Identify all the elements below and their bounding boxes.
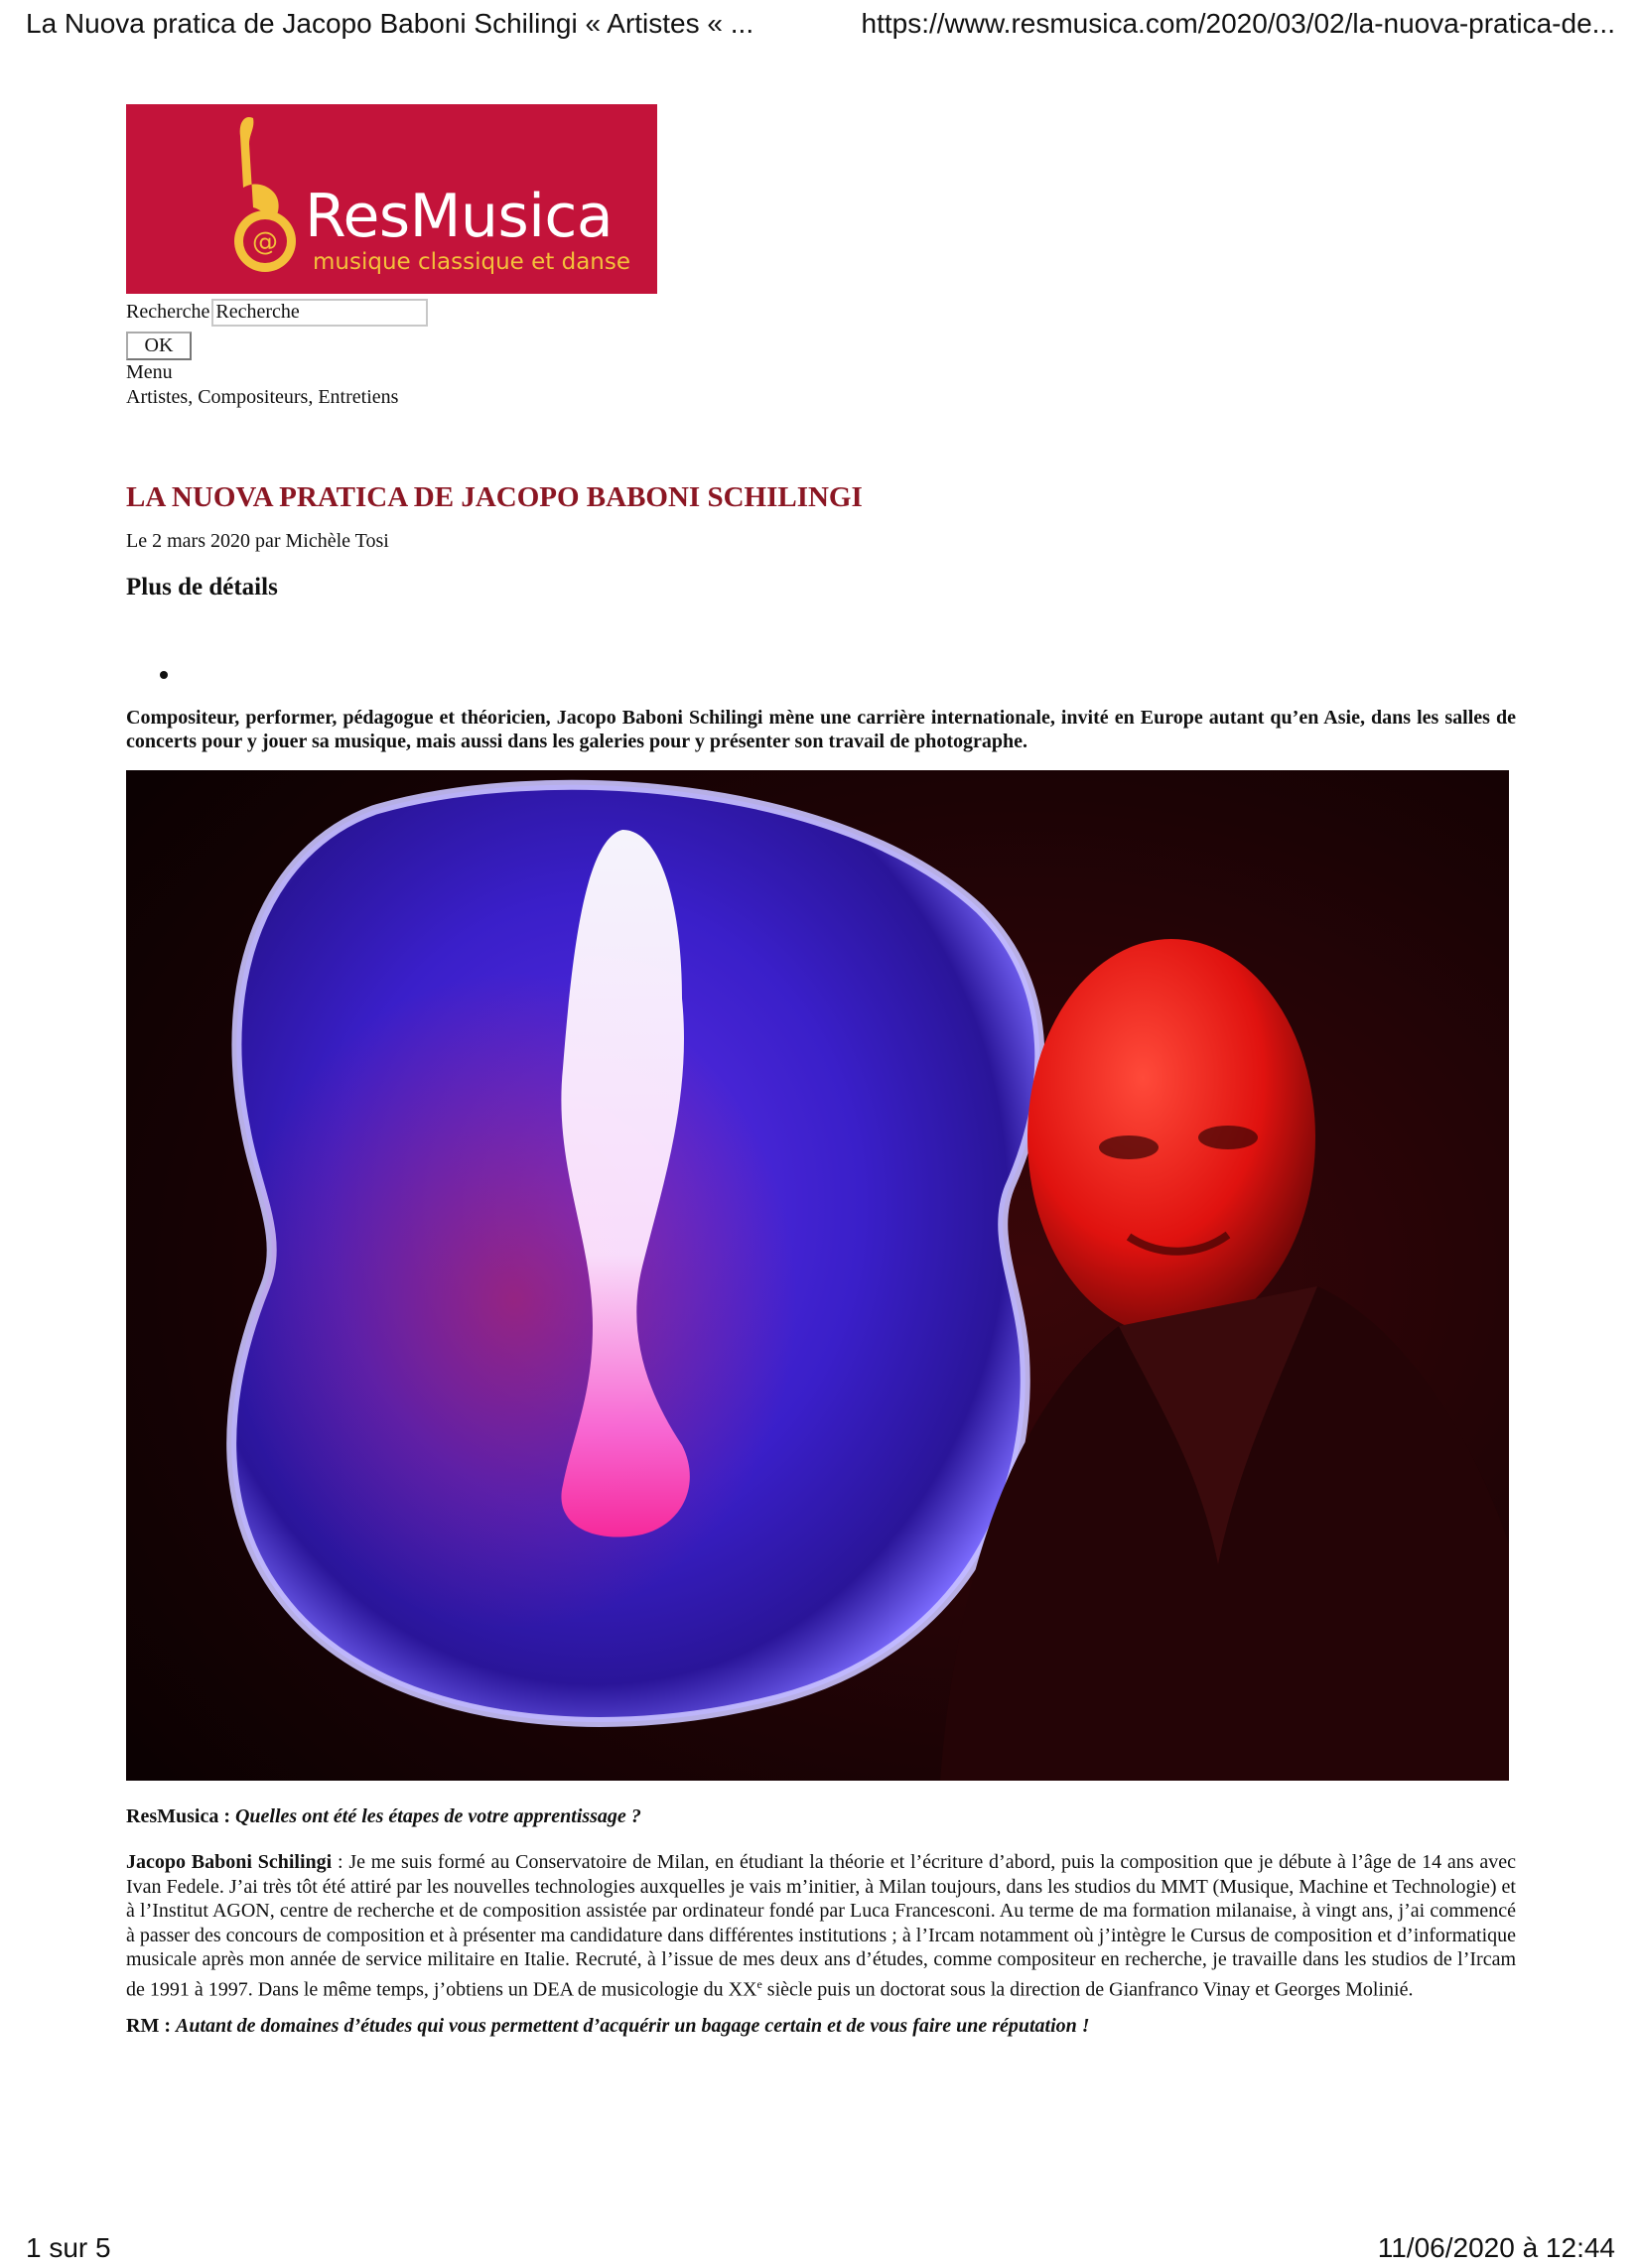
answer-1-text-end: siècle puis un doctorat sous la direction de Gianfranco Vinay et Georges Molinié. — [761, 1978, 1414, 2001]
print-footer — [26, 2224, 1615, 2264]
article-photo — [126, 770, 1509, 1781]
article-title: LA NUOVA PRATICA DE JACOPO BABONI SCHILINGI — [126, 481, 863, 513]
print-header — [26, 8, 1615, 48]
question-2-text: Autant de domaines d’études qui vous permettent d’acquérir un bagage certain et de vous faire une réputation ! — [175, 2015, 1090, 2038]
article-lead: Compositeur, performer, pédagogue et théoricien, Jacopo Baboni Schilingi mène une carrière internationale, invité en Europe autant qu’en Asie, dans les salles de concerts pour y jouer sa musique, mais aussi dans les galeries pour y présenter son travail de photographe. — [126, 706, 1516, 753]
details-heading[interactable]: Plus de détails — [126, 573, 278, 600]
print-datetime: 11/06/2020 à 12:44 — [1377, 2232, 1615, 2263]
page-content — [126, 104, 1516, 2039]
answer-1 — [126, 1850, 1516, 2002]
search-submit-button[interactable]: OK — [126, 332, 192, 360]
question-1 — [126, 1804, 1516, 1829]
print-page-url: https://www.resmusica.com/2020/03/02/la-nuova-pratica-de... — [861, 8, 1615, 39]
logo-name: ResMusica — [305, 182, 614, 251]
question-2-speaker: RM : — [126, 2015, 171, 2038]
search-form — [126, 296, 1516, 329]
question-1-speaker: ResMusica : — [126, 1804, 230, 1827]
search-label: Recherche — [126, 301, 210, 323]
question-2 — [126, 2014, 1516, 2039]
site-logo[interactable] — [126, 104, 657, 294]
category-links[interactable]: Artistes, Compositeurs, Entretiens — [126, 386, 399, 408]
details-list — [126, 659, 1516, 693]
svg-text:@: @ — [252, 227, 278, 257]
answer-1-speaker: Jacopo Baboni Schilingi — [126, 1851, 333, 1874]
question-1-text: Quelles ont été les étapes de votre apprentissage ? — [234, 1804, 641, 1827]
answer-1-text: : Je me suis formé au Conservatoire de Milan, en étudiant la théorie et l’écriture d’abord, puis la composition que je débute à l’âge de 14 ans avec Ivan Fedele. J’ai très tôt été attiré par les nouvelles technologies auxquelles je vais m’initier, à Milan toujours, dans les studios du MMT (Musique, Machine et Technologie) et à l’Institut AGON, centre de recherche et de composition assistée par ordinateur fondé par Luca Francesconi. Au terme de ma formation milanaise, à vingt ans, j’ai commencé à passer des concours de composition et à présenter ma candidature dans différentes institutions ; à l’Ircam notamment où j’intègre le Cursus de composition et d’informatique musicale après mon année de service militaire en Italie. Recruté, à l’issue de mes deux ans d’études, comme compositeur en recherche, je travaille dans les studios de l’Ircam de 1991 à 1997. Dans le même temps, j’obtiens un DEA de musicologie du XX — [126, 1851, 1516, 2001]
page-counter: 1 sur 5 — [26, 2232, 111, 2263]
menu-toggle[interactable]: Menu — [126, 361, 173, 383]
answer-1-superscript: e — [756, 1976, 762, 1991]
list-item — [182, 659, 1516, 689]
logo-tagline: musique classique et danse — [313, 249, 631, 275]
article-byline: Le 2 mars 2020 par Michèle Tosi — [126, 529, 389, 552]
search-input[interactable] — [211, 299, 428, 327]
print-page-title: La Nuova pratica de Jacopo Baboni Schilingi « Artistes « ... — [26, 8, 754, 39]
